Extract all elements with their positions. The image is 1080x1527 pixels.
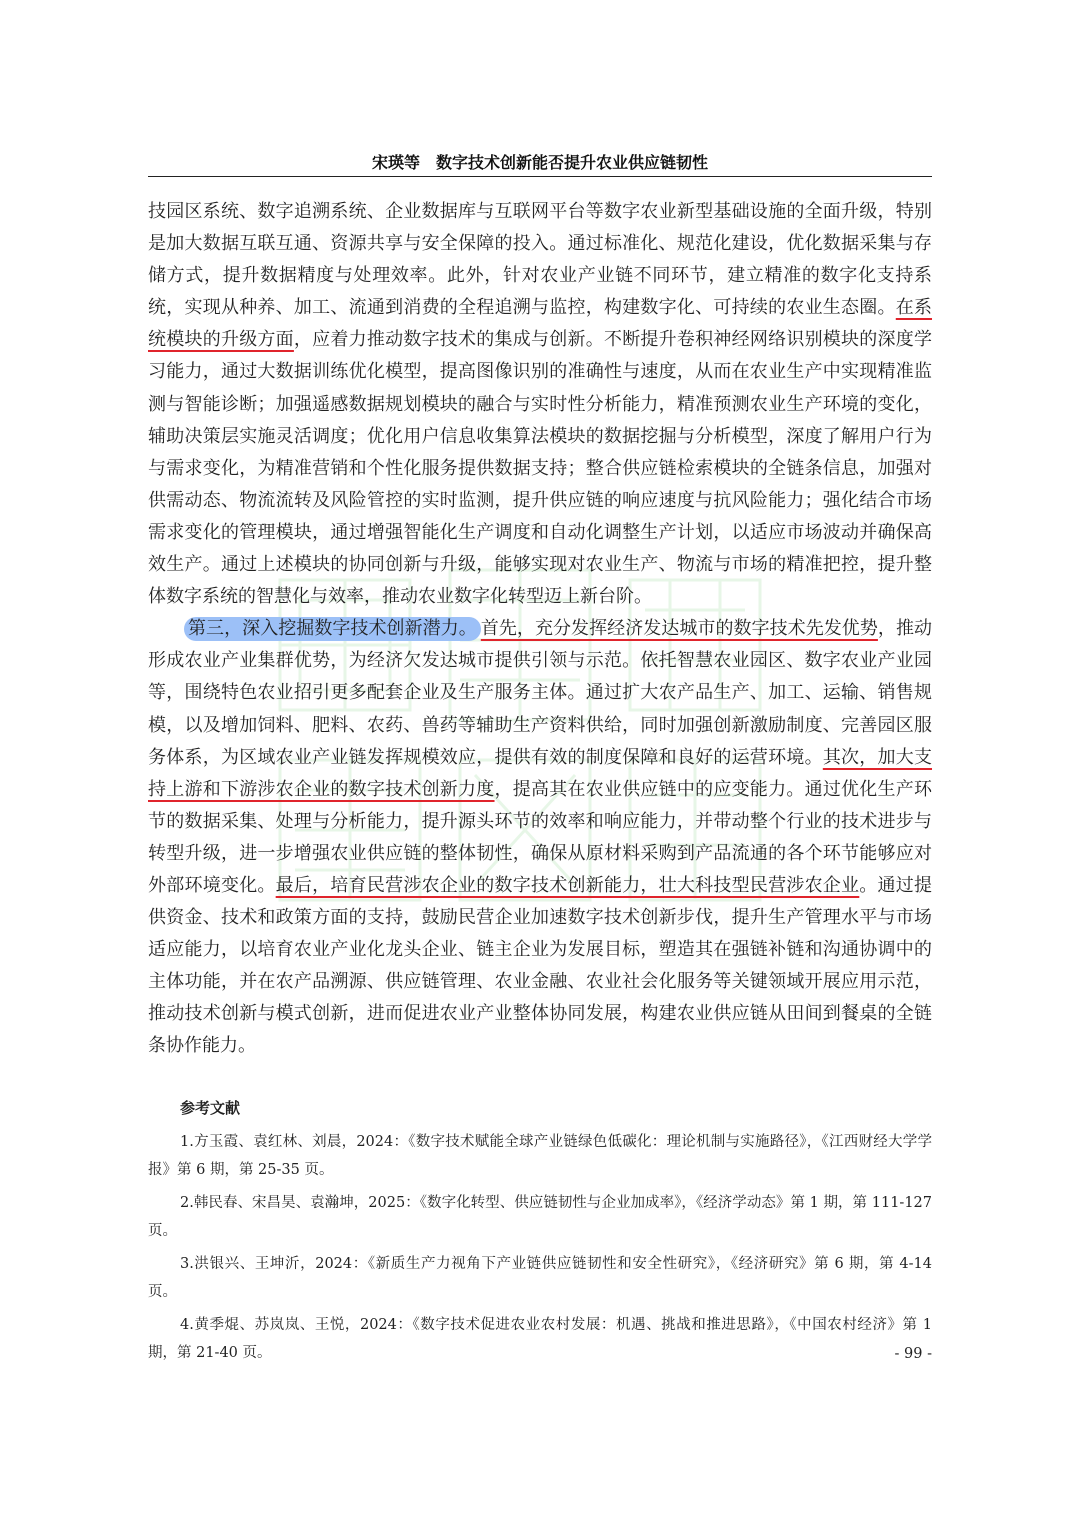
header-authors: 宋瑛等	[371, 153, 420, 172]
running-header	[148, 150, 932, 173]
references-title: 参考文献	[180, 1099, 241, 1117]
underlined-annotation: 在系统模块的升级方面	[148, 297, 933, 351]
underlined-annotation: 其次，加大支持上游和下游涉农企业的数字技术创新力度	[148, 746, 933, 800]
reference-item: 1.方玉霞、袁红林、刘晨，2024：《数字技术赋能全球产业链绿色低碳化：理论机制与实施路径》，《江西财经大学学报》第 6 期，第 25-35 页。	[148, 1134, 932, 1178]
paragraph-text: 。通过提供资金、技术和政策方面的支持，鼓励民营企业加速数字技术创新步伐，提升生产管理水平与市场适应能力，以培育农业产业化龙头企业、链主企业为发展目标，塑造其在强链补链和沟通协调中的主体功能，并在农产品溯源、供应链管理、农业金融、农业社会化服务等关键领域开展应用示范，推动技术创新与模式创新，进而促进农业产业整体协同发展，构建农业供应链从田间到餐桌的全链条协作能力。	[148, 874, 933, 1057]
references-section	[148, 1095, 932, 1373]
header-title: 数字技术创新能否提升农业供应链韧性	[436, 153, 709, 172]
header-rule	[148, 176, 932, 177]
highlighted-heading: 第三，深入挖掘数字技术创新潜力。	[184, 617, 481, 641]
underlined-annotation: 最后，培育民营涉农企业的数字技术创新能力，壮大科技型民营涉农企业	[275, 874, 860, 896]
paragraph-text: ，提高其在农业供应链中的应变能力。通过优化生产环节的数据采集、处理与分析能力，提升源头环节的效率和响应能力，并带动整个行业的技术进步与转型升级，进一步增强农业供应链的整体韧性，确保从原材料采购到产品流通的各个环节能够应对外部环境变化。	[148, 778, 933, 896]
paragraph-text: ，应着力推动数字技术的集成与创新。不断提升卷积神经网络识别模块的深度学习能力，通过大数据训练优化模型，提高图像识别的准确性与速度，从而在农业生产中实现精准监测与智能诊断；加强遥感数据规划模块的融合与实时性分析能力，精准预测农业生产环境的变化，辅助决策层实施灵活调度；优化用户信息收集算法模块的数据挖掘与分析模型，深度了解用户行为与需求变化，为精准营销和个性化服务提供数据支持；整合供应链检索模块的全链条信息，加强对供需动态、物流流转及风险管控的实时监测，提升供应链的响应速度与抗风险能力；强化结合市场需求变化的管理模块，通过增强智能化生产调度和自动化调整生产计划，以适应市场波动并确保高效生产。通过上述模块的协同创新与升级，能够实现对农业生产、物流与市场的精准把控，提升整体数字系统的智慧化与效率，推动农业数字化转型迈上新台阶。	[148, 329, 932, 608]
reference-item: 2.韩民春、宋昌昊、袁瀚坤，2025：《数字化转型、供应链韧性与企业加成率》，《经济学动态》第 1 期，第 111-127 页。	[148, 1195, 932, 1239]
paragraph	[148, 613, 932, 1062]
underlined-annotation: 首先，充分发挥经济发达城市的数字技术先发优势	[480, 618, 878, 640]
main-text	[148, 196, 932, 1063]
reference-item: 4.黄季焜、苏岚岚、王悦，2024：《数字技术促进农业农村发展：机遇、挑战和推进思路》，《中国农村经济》第 1 期，第 21-40 页。	[148, 1317, 932, 1361]
reference-list	[148, 1129, 932, 1367]
paragraph-text: 技园区系统、数字追溯系统、企业数据库与互联网平台等数字农业新型基础设施的全面升级，特别是加大数据互联互通、资源共享与安全保障的投入。通过标准化、规范化建设，优化数据采集与存储方式，提升数据精度与处理效率。此外，针对农业产业链不同环节，建立精准的数字化支持系统，实现从种养、加工、流通到消费的全程追溯与监控，构建数字化、可持续的农业生态圈。	[148, 201, 932, 319]
page-number: - 99 -	[894, 1346, 932, 1362]
paragraph	[148, 196, 932, 613]
paragraph-text: ，推动形成农业产业集群优势，为经济欠发达城市提供引领与示范。依托智慧农业园区、数字农业产业园等，围绕特色农业招引更多配套企业及生产服务主体。通过扩大农产品生产、加工、运输、销售规模，以及增加饲料、肥料、农药、兽药等辅助生产资料供给，同时加强创新激励制度、完善园区服务体系，为区域农业产业链发挥规模效应，提供有效的制度保障和良好的运营环境。	[148, 618, 933, 768]
reference-item: 3.洪银兴、王坤沂，2024：《新质生产力视角下产业链供应链韧性和安全性研究》，《经济研究》第 6 期，第 4-14 页。	[148, 1256, 932, 1300]
